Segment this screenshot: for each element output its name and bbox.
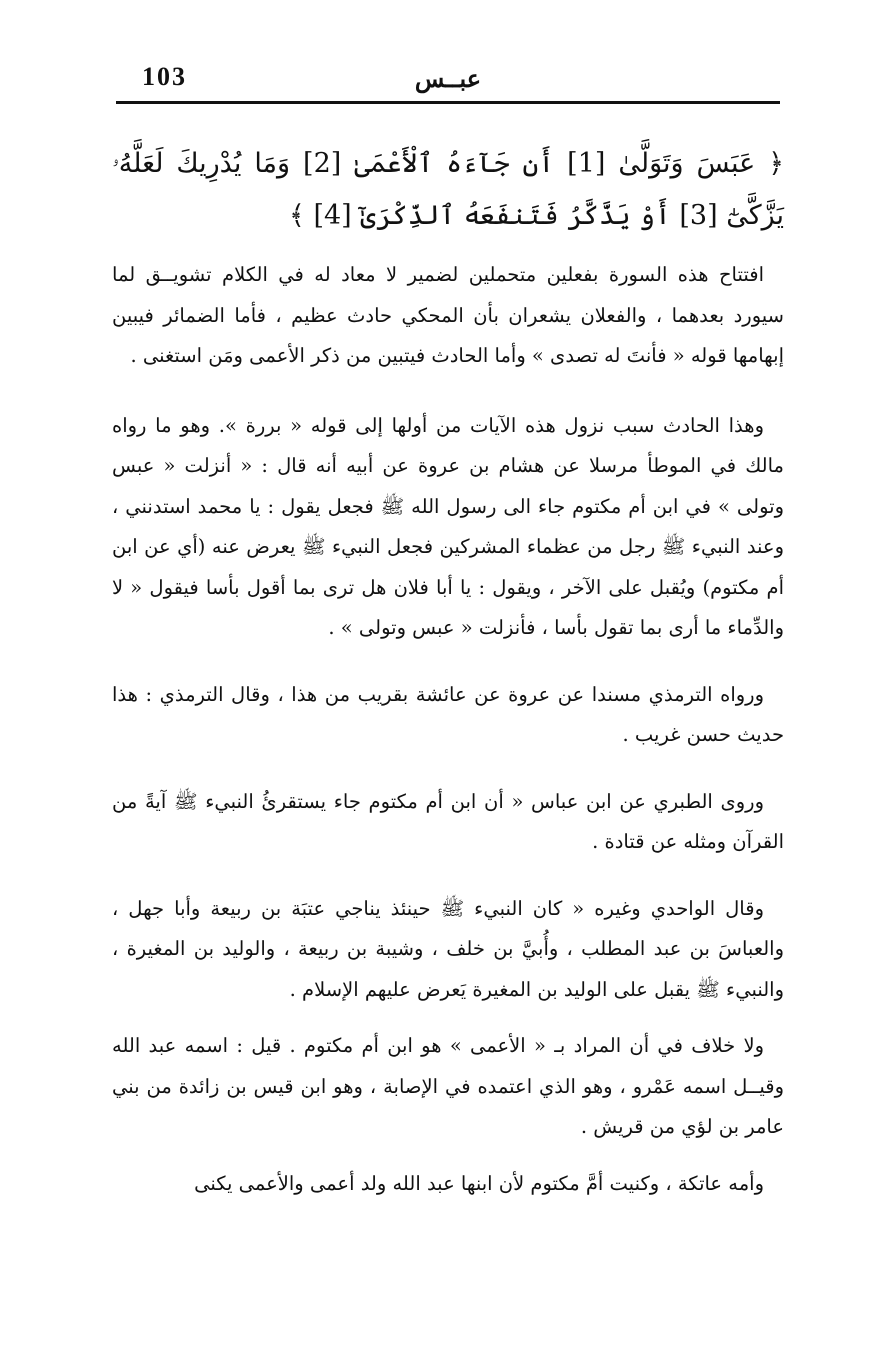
paragraph-5: وقال الواحدي وغيره « كان النبيء ﷺ حينئذ يناجي عتبَة بن ربيعة وأبا جهل ، والعباسَ بن عبد المطلب ، وأُبيَّ بن خلف ، وشيبة بن ربيعة ، والوليد بن المغيرة ، والنبيء ﷺ يقبل على الوليد بن المغيرة يَعرض عليهم الإسلام . (112, 896, 784, 1001)
page-header (118, 60, 778, 102)
header-rule (116, 101, 780, 104)
commentary-text (112, 255, 784, 1204)
paragraph-2: وهذا الحادث سبب نزول هذه الآيات من أولها إلى قوله « بررة ». وهو ما رواه مالك في الموطأ مرسلا عن هشام بن عروة عن أبيه أنه قال : « أنزلت « عبس وتولى » في ابن أم مكتوم جاء الى رسول الله ﷺ فجعل يقول : يا محمد استدنني ، وعند النبيء ﷺ رجل من عظماء المشركين فجعل النبيء ﷺ يعرض عنه (أي عن ابن أم مكتوم) ويُقبل على الآخر ، ويقول : يا أبا فلان هل ترى بما أقول بأسا فيقول « لا والدِّماء ما أرى بما تقول بأسا ، فأنزلت « عبس وتولى » . (112, 413, 784, 639)
quran-verse: ﴿ عَبَسَ وَتَوَلَّىٰ [1] أَن جَآءَهُ ٱلْأَعْمَىٰ [2] وَمَا يُدْرِيكَ لَعَلَّهُۥ يَزَّكَّىٰٓ [3] أَوْ يَذَّكَّرُ فَتَنفَعَهُ ٱلذِّكْرَىٰٓ [4] ﴾ (112, 148, 785, 231)
paragraph-3: ورواه الترمذي مسندا عن عروة عن عائشة بقريب من هذا ، وقال الترمذي : هذا حديث حسن غريب . (112, 682, 784, 746)
paragraph-7: وأمه عاتكة ، وكنيت أمَّ مكتوم لأن ابنها عبد الله ولد أعمى والأعمى يكنى (194, 1171, 764, 1195)
running-title: عبــس (414, 64, 482, 93)
paragraph-6: ولا خلاف في أن المراد بـ « الأعمى » هو ابن أم مكتوم . قيل : اسمه عبد الله وقيــل اسمه عَمْرو ، وهو الذي اعتمده في الإصابة ، وهو ابن قيس بن زائدة من بني عامر بن لؤي من قريش . (112, 1034, 784, 1138)
paragraph-4: وروى الطبري عن ابن عباس « أن ابن أم مكتوم جاء يستقرئُ النبيء ﷺ آيةً من القرآن ومثله عن قتادة . (112, 789, 784, 853)
paragraph-1: افتتاح هذه السورة بفعلين متحملين لضمير لا معاد له في الكلام تشويــق لما سيورد بعدهما ، والفعلان يشعران بأن المحكي حادث عظيم ، فأما الضمائر فيبين إبهامها قوله « فأنتَ له تصدى » وأما الحادث فيتبين من ذكر الأعمى ومَن استغنى . (112, 263, 784, 367)
page-number: 103 (142, 62, 187, 91)
